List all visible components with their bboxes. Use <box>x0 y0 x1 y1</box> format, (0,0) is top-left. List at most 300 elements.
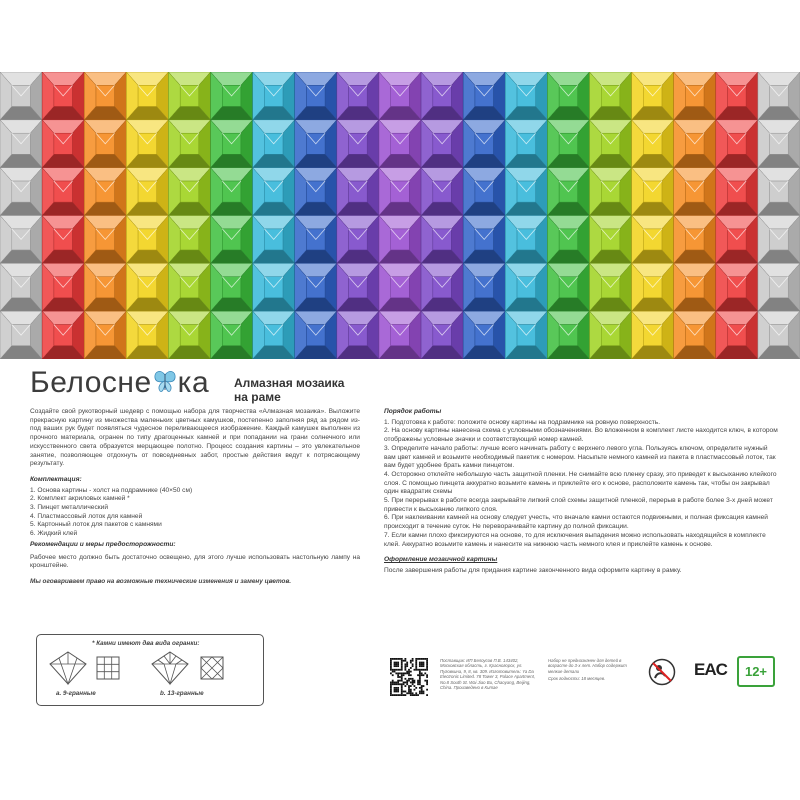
qr-module <box>408 678 410 680</box>
qr-module <box>419 683 421 685</box>
qr-module <box>423 674 425 676</box>
qr-module <box>390 662 392 664</box>
qr-module <box>397 674 399 676</box>
qr-module <box>426 682 428 684</box>
gem-tile <box>0 216 42 264</box>
qr-module <box>415 667 417 669</box>
qr-module <box>399 658 401 660</box>
gem-tile <box>168 168 210 216</box>
qr-module <box>397 672 399 674</box>
gem-tile <box>505 216 547 264</box>
qr-module <box>394 689 396 691</box>
gem-tile <box>253 168 295 216</box>
kit-item: 2. Комплект акриловых камней * <box>30 495 130 503</box>
gem-tile <box>632 263 674 311</box>
qr-module <box>424 672 426 674</box>
gem-tile <box>295 216 337 264</box>
qr-module <box>424 680 426 682</box>
qr-module <box>397 683 399 685</box>
qr-module <box>394 683 396 685</box>
qr-module <box>395 689 397 691</box>
gem-tile <box>547 216 589 264</box>
qr-module <box>395 694 397 696</box>
qr-module <box>392 680 394 682</box>
gem-tile <box>168 311 210 359</box>
gem-tile <box>84 216 126 264</box>
qr-module <box>419 662 421 664</box>
qr-module <box>421 691 423 693</box>
qr-module <box>415 660 417 662</box>
qr-module <box>403 672 405 674</box>
kit-item: 3. Пинцет металлический <box>30 504 109 512</box>
qr-module <box>394 663 396 665</box>
gem-tile <box>716 216 758 264</box>
qr-module <box>397 665 399 667</box>
gem-tile <box>421 72 463 120</box>
qr-module <box>421 669 423 671</box>
qr-module <box>417 658 419 660</box>
qr-module <box>392 694 394 696</box>
intro-text: Создайте свой рукотворный шедевр с помощью набора для творчества «Алмазная мозаика». Выложите прекрасную картину из множества маленьких цветных камушков, постепенно заполняя ряд за рядом из-под ваших рук будет появляться чудесное переливающееся изображение. Каждый камушек выполнен из прочного материала, огранен по типу драгоценных камней и при попадании на грани солнечного или искусственного света образуется мерцающее полотно. Процесс создания картины – это увлекательное занятие, позволяющее отдохнуть от повседневных забот, простые действия ведут к потрясающему результату. <box>30 408 360 468</box>
qr-module <box>408 691 410 693</box>
qr-module <box>423 691 425 693</box>
step-item: 1. Подготовка к работе: положите основу картины на подрамнике на ровную поверхность. <box>384 418 661 426</box>
qr-module <box>394 687 396 689</box>
gem-tile <box>589 216 631 264</box>
qr-module <box>403 683 405 685</box>
gem-tile <box>421 168 463 216</box>
qr-module <box>419 692 421 694</box>
age-warning-text: Набор не предназначен для детей в возрасте до 3-х лет. Набор содержит мелкие детали <box>548 658 627 674</box>
qr-module <box>408 672 410 674</box>
qr-module <box>415 687 417 689</box>
qr-module <box>410 667 412 669</box>
design-title: Оформление мозаичной картины <box>384 556 498 564</box>
qr-module <box>421 692 423 694</box>
qr-module <box>390 689 392 691</box>
gem-13-facet-icon <box>150 650 190 686</box>
qr-module <box>419 669 421 671</box>
gem-tile <box>547 120 589 168</box>
gem-tile <box>716 311 758 359</box>
qr-module <box>421 665 423 667</box>
qr-module <box>401 691 403 693</box>
qr-module <box>399 669 401 671</box>
qr-module <box>395 663 397 665</box>
qr-module <box>419 672 421 674</box>
qr-module <box>404 694 406 696</box>
step-item: 7. Если камни плохо фиксируются на основе, то для исключения выпадения можно использовать находящийся в комплекте клей. Аккуратно возьмите камень и нанесите на нижнюю часть немного клея и приклейте камень к основе. <box>384 531 766 548</box>
qr-module <box>410 689 412 691</box>
gem-tile <box>337 168 379 216</box>
gem-tile <box>589 168 631 216</box>
qr-module <box>403 691 405 693</box>
qr-module <box>406 682 408 684</box>
qr-module <box>419 680 421 682</box>
qr-module <box>395 665 397 667</box>
gem-tile <box>716 120 758 168</box>
qr-module <box>397 663 399 665</box>
qr-module <box>426 667 428 669</box>
qr-module <box>401 692 403 694</box>
qr-module <box>392 682 394 684</box>
gem-tile <box>295 168 337 216</box>
qr-module <box>415 658 417 660</box>
qr-module <box>394 694 396 696</box>
qr-module <box>401 676 403 678</box>
gem-tile <box>505 311 547 359</box>
gem-tile <box>0 168 42 216</box>
right-column <box>384 408 780 576</box>
qr-module <box>410 662 412 664</box>
qr-module <box>404 672 406 674</box>
qr-module <box>423 663 425 665</box>
qr-module <box>412 660 414 662</box>
qr-module <box>415 665 417 667</box>
qr-module <box>394 658 396 660</box>
qr-module <box>401 685 403 687</box>
gem-tile <box>253 120 295 168</box>
qr-module <box>415 669 417 671</box>
qr-module <box>404 663 406 665</box>
step-item: 5. При перерывах в работе всегда закрывайте липкий слой схемы защитной пленкой, перерыв в работе более 3-х дней может привести к высыханию липкого слоя. <box>384 497 773 513</box>
qr-module <box>408 687 410 689</box>
gem-tile <box>674 263 716 311</box>
qr-module <box>395 672 397 674</box>
qr-module <box>401 669 403 671</box>
qr-module <box>414 682 416 684</box>
qr-module <box>417 674 419 676</box>
qr-module <box>390 685 392 687</box>
qr-module <box>406 680 408 682</box>
qr-module <box>397 694 399 696</box>
qr-module <box>410 674 412 676</box>
qr-module <box>412 692 414 694</box>
gem-tile <box>126 72 168 120</box>
qr-module <box>421 689 423 691</box>
butterfly-icon <box>152 369 178 395</box>
gem-tile <box>295 311 337 359</box>
qr-module <box>399 672 401 674</box>
gem-tile <box>168 72 210 120</box>
gem-tile <box>295 263 337 311</box>
qr-module <box>412 680 414 682</box>
qr-module <box>395 669 397 671</box>
kit-item: 5. Картонный лоток для пакетов с камнями <box>30 521 162 529</box>
qr-module <box>390 665 392 667</box>
qr-module <box>399 683 401 685</box>
qr-module <box>423 658 425 660</box>
gem-tile <box>126 263 168 311</box>
qr-module <box>406 665 408 667</box>
gem-tile <box>253 216 295 264</box>
qr-module <box>419 658 421 660</box>
gem-tile <box>674 168 716 216</box>
qr-module <box>415 662 417 664</box>
qr-module <box>403 660 405 662</box>
qr-module <box>412 683 414 685</box>
gem-tile <box>674 72 716 120</box>
gem-tile <box>211 216 253 264</box>
gem-tile <box>42 216 84 264</box>
gem-tile <box>758 168 800 216</box>
qr-module <box>419 687 421 689</box>
qr-module <box>406 683 408 685</box>
gem-tile <box>337 120 379 168</box>
qr-module <box>421 658 423 660</box>
gem-tile <box>421 120 463 168</box>
rainbow-gem-mosaic <box>0 72 800 359</box>
qr-module <box>397 662 399 664</box>
gem-tile <box>547 168 589 216</box>
qr-module <box>392 669 394 671</box>
gem-tile <box>589 311 631 359</box>
qr-module <box>401 672 403 674</box>
qr-module <box>421 685 423 687</box>
qr-module <box>406 663 408 665</box>
qr-module <box>403 682 405 684</box>
gem-tile <box>0 263 42 311</box>
qr-module <box>417 683 419 685</box>
qr-module <box>410 692 412 694</box>
qr-module <box>401 658 403 660</box>
qr-module <box>415 692 417 694</box>
qr-module <box>408 680 410 682</box>
qr-module <box>397 687 399 689</box>
qr-module <box>403 674 405 676</box>
qr-module <box>408 674 410 676</box>
qr-module <box>395 687 397 689</box>
qr-module <box>419 674 421 676</box>
qr-module <box>399 680 401 682</box>
gem-tile <box>674 216 716 264</box>
qr-module <box>403 694 405 696</box>
qr-module <box>410 694 412 696</box>
qr-module <box>408 692 410 694</box>
gem-tile <box>632 120 674 168</box>
qr-module <box>415 694 417 696</box>
qr-module <box>423 685 425 687</box>
qr-module <box>394 665 396 667</box>
eac-mark: EAC <box>694 660 727 679</box>
gem-tile <box>674 311 716 359</box>
qr-module <box>412 658 414 660</box>
qr-module <box>410 682 412 684</box>
gem-tile <box>126 120 168 168</box>
gem-tile <box>758 216 800 264</box>
reserve-note: Мы оговариваем право на возможные технические изменения и замену цветов. <box>30 577 292 585</box>
qr-module <box>401 687 403 689</box>
qr-module <box>424 669 426 671</box>
qr-module <box>410 671 412 673</box>
gem-tile <box>253 263 295 311</box>
qr-module <box>401 663 403 665</box>
qr-module <box>404 660 406 662</box>
gem-tile <box>295 72 337 120</box>
qr-module <box>415 663 417 665</box>
qr-module <box>423 692 425 694</box>
qr-module <box>401 665 403 667</box>
gem-tile <box>674 120 716 168</box>
qr-module <box>394 682 396 684</box>
gem-tile <box>0 120 42 168</box>
facet-b-label: b. 13-гранные <box>160 690 204 697</box>
qr-module <box>399 694 401 696</box>
gem-13-grid-icon <box>200 656 224 680</box>
gem-tile <box>126 216 168 264</box>
qr-module <box>390 663 392 665</box>
gem-tile <box>589 72 631 120</box>
gem-tile <box>589 263 631 311</box>
safety-text: Рабочее место должно быть достаточно освещено, для этого лучше использовать настольную лампу на кронштейне. <box>30 553 360 570</box>
qr-module <box>410 660 412 662</box>
gem-tile <box>505 168 547 216</box>
gem-tile <box>716 263 758 311</box>
qr-module <box>390 683 392 685</box>
gem-tile <box>589 120 631 168</box>
qr-module <box>404 682 406 684</box>
gem-tile <box>253 311 295 359</box>
qr-module <box>404 667 406 669</box>
gem-tile <box>42 263 84 311</box>
qr-module <box>412 694 414 696</box>
qr-module <box>404 658 406 660</box>
qr-module <box>426 662 428 664</box>
qr-module <box>412 682 414 684</box>
gem-tile <box>632 216 674 264</box>
qr-module <box>390 658 392 660</box>
shelf-life-text: Срок годности: 18 месяцев. <box>548 676 606 681</box>
qr-module <box>412 663 414 665</box>
qr-module <box>426 694 428 696</box>
qr-module <box>390 692 392 694</box>
qr-module <box>390 682 392 684</box>
gem-tile <box>253 72 295 120</box>
kit-item: 1. Основа картины - холст на подрамнике (40×50 см) <box>30 486 193 494</box>
gem-tile <box>42 72 84 120</box>
not-for-under-3-icon <box>648 658 676 686</box>
qr-module <box>390 691 392 693</box>
qr-module <box>395 682 397 684</box>
qr-module <box>414 680 416 682</box>
qr-module <box>426 665 428 667</box>
gem-tile <box>505 263 547 311</box>
gem-tile <box>0 72 42 120</box>
qr-module <box>401 680 403 682</box>
qr-module <box>417 682 419 684</box>
kit-item: 6. Жидкий клей <box>30 530 78 538</box>
facets-title: * Камни имеют два вида огранки: <box>92 640 200 647</box>
qr-module <box>390 694 392 696</box>
gem-tile <box>758 263 800 311</box>
qr-module <box>426 683 428 685</box>
qr-module <box>395 683 397 685</box>
qr-module <box>417 669 419 671</box>
qr-module <box>401 678 403 680</box>
gem-tile <box>211 120 253 168</box>
gem-tile <box>421 311 463 359</box>
step-item: 3. Определите начало работы: лучше всего начинать работу с верхнего левого угла. Пользуясь ключом, определите нужный вам цвет камней и возьмите необходимый пакетик с номером. Насыпьте немного камней из пакета в пластмассовый лоток, так вам будет удобнее брать камни пинцетом. <box>384 444 776 470</box>
qr-module <box>401 674 403 676</box>
qr-module <box>401 662 403 664</box>
qr-module <box>408 689 410 691</box>
supplier-text: Поставщик: ИП Белоусов П.В. 143402, Московская область, г. Красногорск, ул. Пуговкина, 9, 8, кв. 309. Изготовитель: Ya Da Electronic Limited. 78 Tower 3, Palace Apartment, No.8 South St. Wai Jiao Bu, Chaoyang, Beijing, China. Произведено в Китае <box>440 658 535 691</box>
qr-module <box>392 671 394 673</box>
qr-module <box>401 689 403 691</box>
gem-tile <box>126 311 168 359</box>
qr-module <box>394 671 396 673</box>
gem-tile <box>168 263 210 311</box>
qr-module <box>419 691 421 693</box>
gem-tile <box>463 120 505 168</box>
kit-title: Комплектация: <box>30 475 82 483</box>
step-item: 4. Осторожно отклейте небольшую часть защитной пленки. Не снимайте всю пленку сразу, это приведет к высыханию клейкого слоя. С помощью пинцета аккуратно возьмите камень и приклейте его к основе, расположите камень так, чтобы он закрывал один квадратик схемы <box>384 470 777 496</box>
brand-name-part1: Белосне <box>30 366 152 399</box>
gem-tile <box>84 120 126 168</box>
qr-module <box>390 687 392 689</box>
qr-module <box>419 663 421 665</box>
gem-tile <box>126 168 168 216</box>
gem-tile <box>632 168 674 216</box>
gem-tile <box>0 311 42 359</box>
qr-module <box>426 680 428 682</box>
qr-module <box>392 683 394 685</box>
qr-module <box>399 676 401 678</box>
qr-module <box>412 665 414 667</box>
steps-list <box>384 419 780 550</box>
gem-9-grid-icon <box>96 656 120 680</box>
qr-module <box>401 660 403 662</box>
qr-module <box>395 658 397 660</box>
qr-module <box>421 687 423 689</box>
qr-module <box>419 676 421 678</box>
gem-tile <box>632 311 674 359</box>
brand-name-part2: ка <box>177 366 210 399</box>
qr-module <box>414 689 416 691</box>
qr-module <box>423 665 425 667</box>
gem-tile <box>716 168 758 216</box>
gem-tile <box>168 216 210 264</box>
qr-module <box>404 685 406 687</box>
qr-module <box>404 691 406 693</box>
qr-module <box>404 669 406 671</box>
qr-module <box>392 674 394 676</box>
qr-module <box>401 683 403 685</box>
gem-tile <box>547 263 589 311</box>
gem-tile <box>84 168 126 216</box>
qr-module <box>421 672 423 674</box>
gem-tile <box>505 120 547 168</box>
gem-tile <box>463 72 505 120</box>
qr-module <box>421 662 423 664</box>
qr-module <box>397 682 399 684</box>
gem-tile <box>632 72 674 120</box>
qr-module <box>410 678 412 680</box>
qr-code-icon <box>390 658 428 696</box>
facet-a-label: a. 9-гранные <box>56 690 96 697</box>
gem-tile <box>421 216 463 264</box>
step-item: 6. При наклеивании камней на основу следует учесть, что вначале камни остаются подвижными, и полная фиксация камней происходит в течение суток. Не переворачивайте картину до полной фиксации. <box>384 514 768 531</box>
gem-tile <box>42 168 84 216</box>
qr-module <box>394 669 396 671</box>
qr-module <box>397 669 399 671</box>
gem-tile <box>337 216 379 264</box>
gem-tile <box>42 120 84 168</box>
product-title-line2: на раме <box>234 390 281 404</box>
gem-tile <box>547 311 589 359</box>
qr-module <box>426 663 428 665</box>
qr-module <box>404 678 406 680</box>
